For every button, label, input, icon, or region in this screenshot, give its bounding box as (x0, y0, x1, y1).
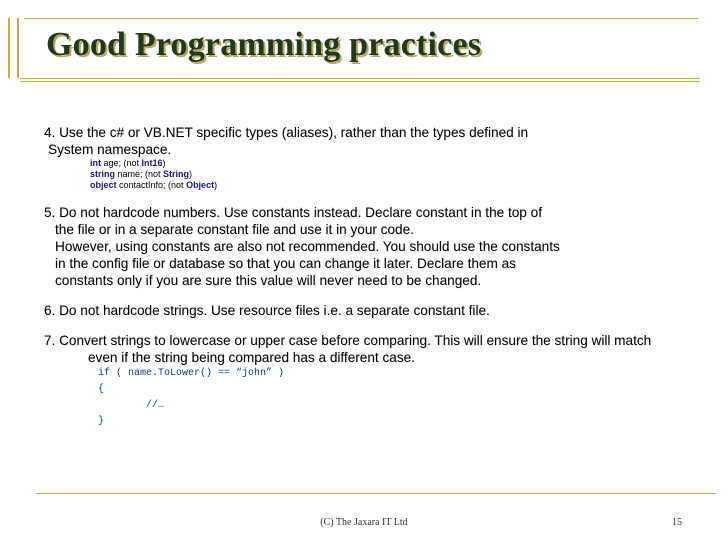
keyword: int (90, 158, 101, 168)
keyword: object (90, 180, 117, 190)
p4-example-string (44, 169, 704, 180)
example-text: age; (not (101, 158, 142, 168)
p5-line5: constants only if you are sure this value will never need to be changed. (55, 273, 482, 288)
p7-line1: 7. Convert strings to lowercase or upper case before comparing. This will ensure the string will match (44, 333, 652, 348)
frame-left-decoration (8, 18, 19, 78)
code-line-3: //… (98, 400, 165, 411)
example-text: contactInfo; (not (116, 180, 187, 190)
slide-title: Good Programming practices (46, 26, 482, 63)
keyword: Int16 (141, 158, 163, 168)
example-text: name; (not (115, 169, 164, 179)
keyword: string (90, 169, 116, 179)
p5-line2: the file or in a separate constant file and use it in your code. (55, 222, 414, 237)
p5-line3: However, using constants are also not recommended. You should use the constants (55, 239, 560, 254)
example-end: ) (189, 169, 193, 179)
p5-line4: in the config file or database so that you can change it later. Declare them as (55, 256, 516, 271)
example-end: ) (214, 180, 218, 190)
p7-line2: even if the string being compared has a different case. (88, 350, 415, 365)
slide-content (44, 124, 704, 430)
code-line-1: if ( name.ToLower() == “john” ) (98, 368, 285, 379)
p4-example-object (44, 180, 704, 191)
p4-line2: System namespace. (48, 142, 172, 157)
example-end: ) (162, 158, 166, 168)
footer-divider (36, 493, 716, 494)
p4-line1: 4. Use the c# or VB.NET specific types (aliases), rather than the types defined in (44, 125, 529, 140)
p5-line1: 5. Do not hardcode numbers. Use constants instead. Declare constant in the top of (44, 205, 542, 220)
p6-line1: 6. Do not hardcode strings. Use resource files i.e. a separate constant file. (44, 303, 490, 318)
keyword: Object (186, 180, 215, 190)
title-underline (20, 78, 700, 79)
p4-example-int (44, 158, 704, 169)
footer-copyright: (C) The Jaxara IT Ltd (320, 517, 408, 528)
page-number: 15 (672, 517, 682, 528)
keyword: String (163, 169, 190, 179)
code-line-2: { (98, 384, 105, 395)
code-line-4: } (98, 416, 105, 427)
frame-top-line (24, 18, 698, 19)
title-underline-secondary (20, 81, 700, 82)
